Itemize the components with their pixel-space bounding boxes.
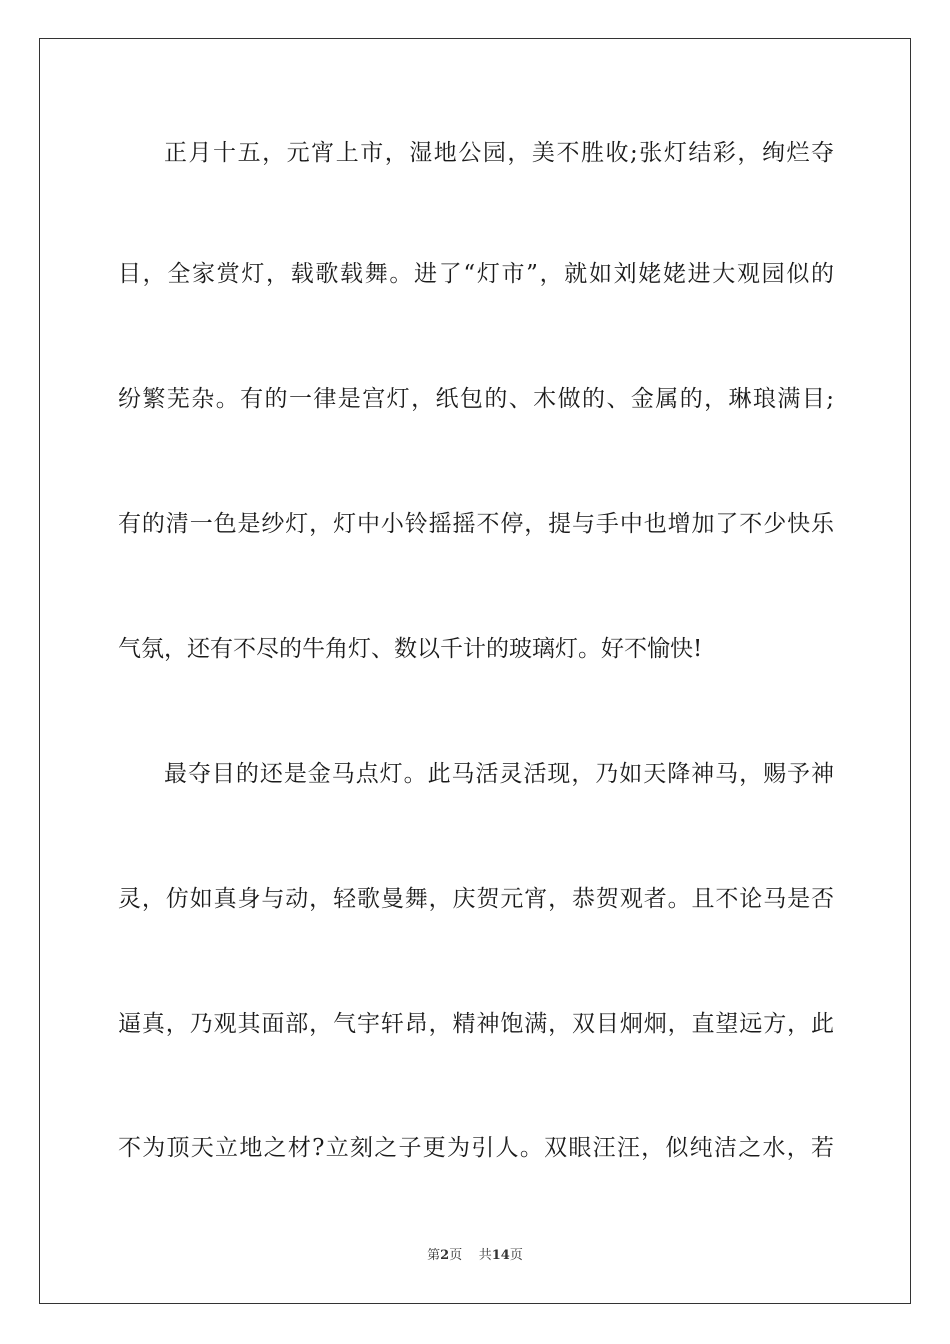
paragraph-1-line-3: 纷繁芜杂。有的一律是宫灯，纸包的、木做的、金属的，琳琅满目; [118, 386, 834, 412]
total-pages: 14 [491, 1248, 510, 1263]
page-suffix: 页 [449, 1248, 463, 1263]
paragraph-2-line-2: 灵，仿如真身与动，轻歌曼舞，庆贺元宵，恭贺观者。且不论马是否 [118, 886, 834, 912]
paragraph-1-line-1: 正月十五，元宵上市，湿地公园，美不胜收;张灯结彩，绚烂夺 [164, 140, 834, 166]
paragraph-1-line-4: 有的清一色是纱灯，灯中小铃摇摇不停，提与手中也增加了不少快乐 [118, 511, 834, 537]
paragraph-1-line-2: 目，全家赏灯，载歌载舞。进了“灯市”，就如刘姥姥进大观园似的 [118, 261, 834, 287]
page-number: 2 [440, 1248, 450, 1263]
page-footer [0, 1248, 950, 1264]
paragraph-2-line-4: 不为顶天立地之材?立刻之子更为引人。双眼汪汪，似纯洁之水，若 [118, 1135, 834, 1161]
paragraph-2-line-3: 逼真，乃观其面部，气宇轩昂，精神饱满，双目炯炯，直望远方，此 [118, 1011, 834, 1037]
paragraph-2-line-1: 最夺目的还是金马点灯。此马活灵活现，乃如天降神马，赐予神 [164, 761, 834, 787]
total-suffix: 页 [509, 1248, 523, 1263]
paragraph-1-line-5: 气氛，还有不尽的牛角灯、数以千计的玻璃灯。好不愉快! [118, 636, 703, 662]
total-prefix: 共 [478, 1248, 492, 1263]
page-prefix: 第 [427, 1248, 441, 1263]
page-frame [39, 38, 911, 1304]
